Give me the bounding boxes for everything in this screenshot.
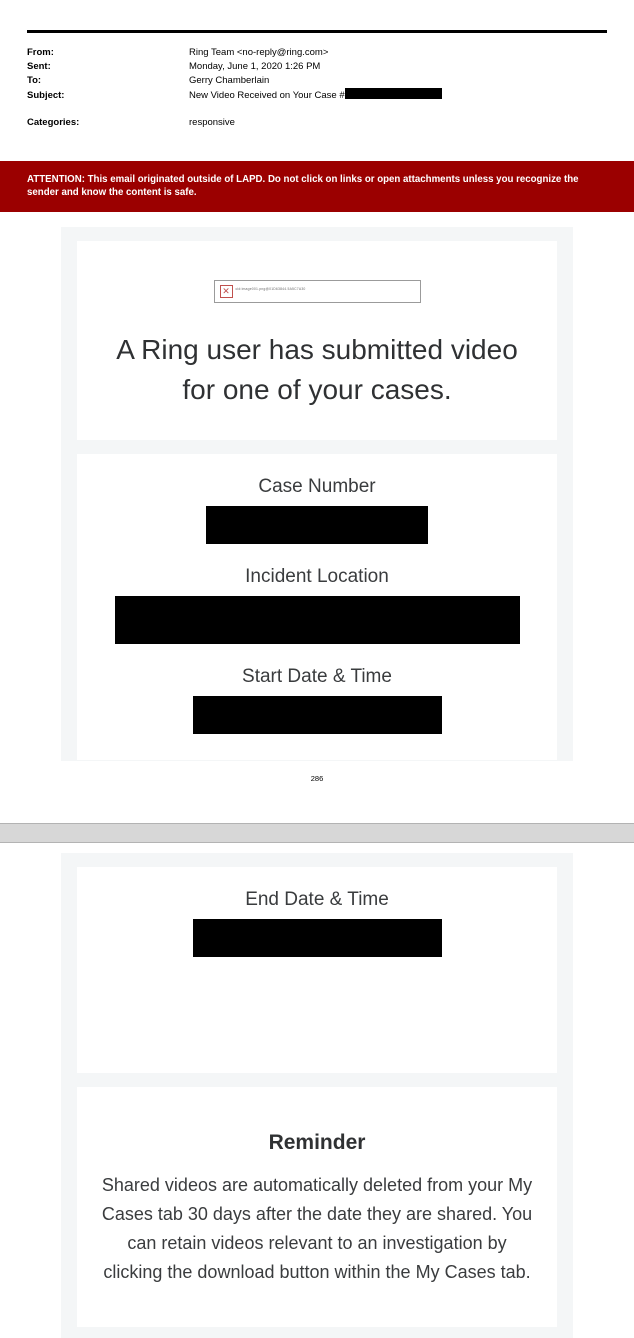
redaction-subject bbox=[345, 88, 442, 99]
field-label-incident-location: Incident Location bbox=[245, 566, 389, 587]
header-row-subject bbox=[27, 88, 607, 102]
email-hero-card bbox=[77, 241, 557, 440]
field-start-date-time bbox=[77, 644, 557, 734]
page-number: 286 bbox=[310, 774, 324, 783]
field-label-end-date-time: End Date & Time bbox=[245, 889, 389, 910]
email-body-page-1 bbox=[61, 227, 573, 761]
redaction-case-number bbox=[206, 506, 428, 544]
email-header bbox=[27, 46, 607, 130]
field-label-case-number: Case Number bbox=[258, 476, 376, 497]
redaction-incident-location bbox=[115, 596, 520, 644]
broken-image-alt-text: cid:image001.png@01D63844.5A5C7A30 bbox=[235, 287, 306, 291]
header-value-to: Gerry Chamberlain bbox=[189, 75, 270, 86]
field-label-start-date-time: Start Date & Time bbox=[242, 666, 392, 687]
header-value-categories: responsive bbox=[189, 117, 235, 128]
broken-image-x-icon: ✕ bbox=[220, 285, 233, 298]
header-label-categories: Categories: bbox=[27, 117, 80, 128]
reminder-body-text: Shared videos are automatically deleted from your My Cases tab 30 days after the date they are shared. You can retain videos relevant to an investigation by clicking the download button within the My Cases tab. bbox=[101, 1175, 533, 1282]
broken-image-icon bbox=[214, 280, 421, 303]
email-details-card-continued bbox=[77, 867, 557, 1073]
header-row-to bbox=[27, 74, 607, 88]
field-incident-location bbox=[77, 544, 557, 644]
warning-banner-text: ATTENTION: This email originated outside of LAPD. Do not click on links or open attachments unless you recognize the sender and know the content is safe. bbox=[27, 174, 579, 198]
email-details-card bbox=[77, 454, 557, 760]
email-body-page-2 bbox=[61, 853, 573, 1338]
field-case-number bbox=[77, 454, 557, 544]
redaction-start-date-time bbox=[193, 696, 442, 734]
header-value-from: Ring Team <no-reply@ring.com> bbox=[189, 47, 329, 58]
page-break-divider bbox=[0, 823, 634, 843]
redaction-end-date-time bbox=[193, 919, 442, 957]
broken-image-container bbox=[77, 241, 557, 308]
header-label-to: To: bbox=[27, 75, 42, 86]
details-card-bottom-spacer bbox=[77, 734, 557, 760]
header-label-subject: Subject: bbox=[27, 90, 65, 101]
header-label-from: From: bbox=[27, 47, 54, 58]
header-row-sent bbox=[27, 60, 607, 74]
field-end-date-time bbox=[77, 867, 557, 957]
header-value-subject: New Video Received on Your Case # bbox=[189, 90, 345, 101]
header-divider-rule bbox=[27, 30, 607, 33]
reminder-title: Reminder bbox=[268, 1131, 366, 1154]
header-row-categories bbox=[27, 116, 607, 130]
header-row-from bbox=[27, 46, 607, 60]
external-email-warning-banner bbox=[0, 161, 634, 212]
details-card-continued-spacer bbox=[77, 957, 557, 1073]
email-reminder-card bbox=[77, 1087, 557, 1327]
header-value-sent: Monday, June 1, 2020 1:26 PM bbox=[189, 61, 321, 72]
header-label-sent: Sent: bbox=[27, 61, 51, 72]
header-spacer bbox=[27, 102, 607, 116]
email-headline: A Ring user has submitted video for one of your cases. bbox=[116, 334, 518, 405]
